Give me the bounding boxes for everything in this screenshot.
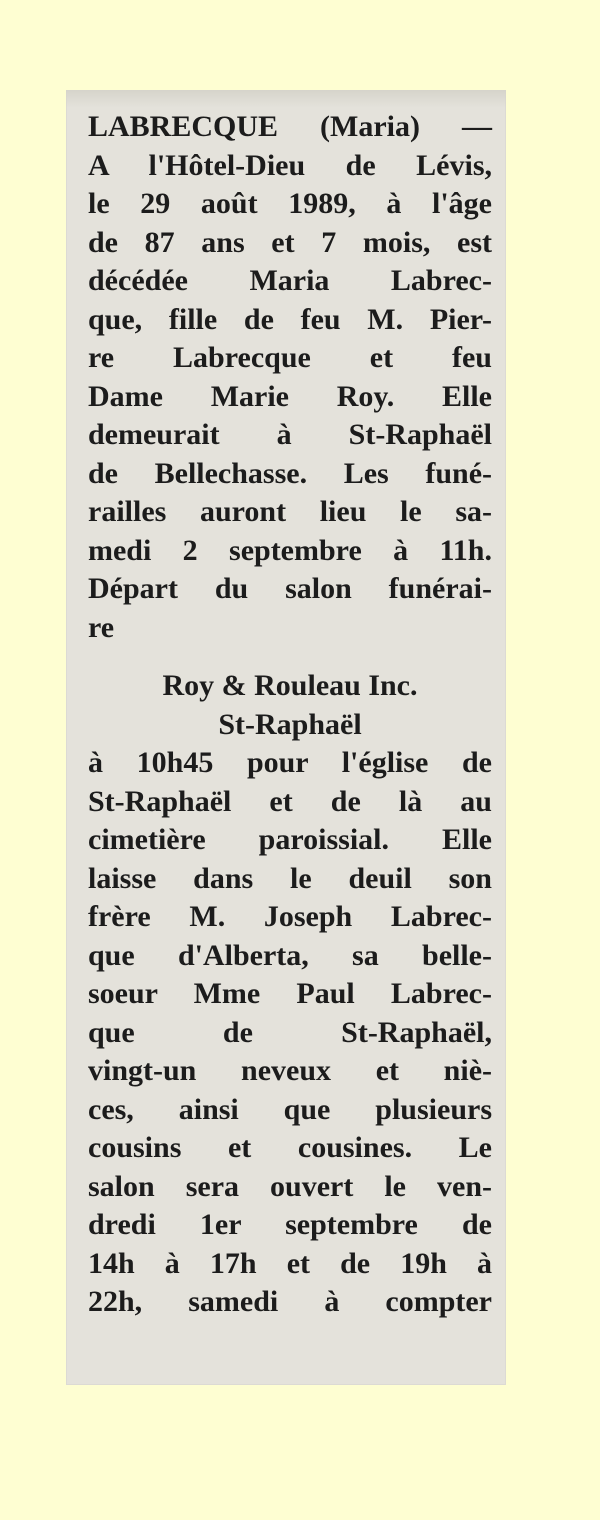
obituary-line: re <box>88 610 115 644</box>
obituary-line: que d'Alberta, sa belle- <box>88 938 492 972</box>
obituary-line: que de St-Raphaël, <box>88 1015 492 1049</box>
obituary-line: de Bellechasse. Les funé- <box>88 456 492 490</box>
funeral-home-name: Roy & Rouleau Inc. <box>162 669 418 702</box>
obituary-line: ces, ainsi que plusieurs <box>88 1092 492 1126</box>
obituary-line: dredi 1er septembre de <box>88 1208 492 1241</box>
obituary-line: soeur Mme Paul Labrec- <box>88 977 492 1010</box>
obituary-line: frère M. Joseph Labrec- <box>88 900 492 933</box>
obituary-line: St-Raphaël et de là au <box>88 784 492 818</box>
obituary-line: de 87 ans et 7 mois, est <box>88 225 492 259</box>
obituary-line: cousins et cousines. Le <box>88 1131 492 1164</box>
obituary-text <box>88 108 492 1322</box>
obituary-line: laisse dans le deuil son <box>88 861 492 895</box>
obituary-line: A l'Hôtel-Dieu de Lévis, <box>88 148 492 182</box>
obituary-line: demeurait à St-Raphaël <box>88 418 492 451</box>
obituary-line: cimetière paroissial. Elle <box>88 823 492 856</box>
obituary-line: LABRECQUE (Maria) — <box>88 110 492 143</box>
obituary-line: 22h, samedi à compter <box>88 1285 492 1318</box>
newspaper-clipping <box>66 90 506 1385</box>
obituary-line: medi 2 septembre à 11h. <box>88 533 492 567</box>
funeral-home-location: St-Raphaël <box>218 707 362 741</box>
obituary-line: Dame Marie Roy. Elle <box>88 379 492 413</box>
obituary-line: re Labrecque et feu <box>88 341 492 374</box>
obituary-line: 14h à 17h et de 19h à <box>88 1246 492 1280</box>
obituary-line: vingt-un neveux et niè- <box>88 1054 492 1087</box>
obituary-line: à 10h45 pour l'église de <box>88 746 492 779</box>
obituary-line: Départ du salon funérai- <box>88 572 492 605</box>
obituary-line: salon sera ouvert le ven- <box>88 1169 492 1203</box>
obituary-line: décédée Maria Labrec- <box>88 264 492 297</box>
obituary-line: railles auront lieu le sa- <box>88 495 492 528</box>
obituary-line: le 29 août 1989, à l'âge <box>88 187 492 220</box>
section-spacer <box>88 647 492 667</box>
obituary-line: que, fille de feu M. Pier- <box>88 302 492 336</box>
